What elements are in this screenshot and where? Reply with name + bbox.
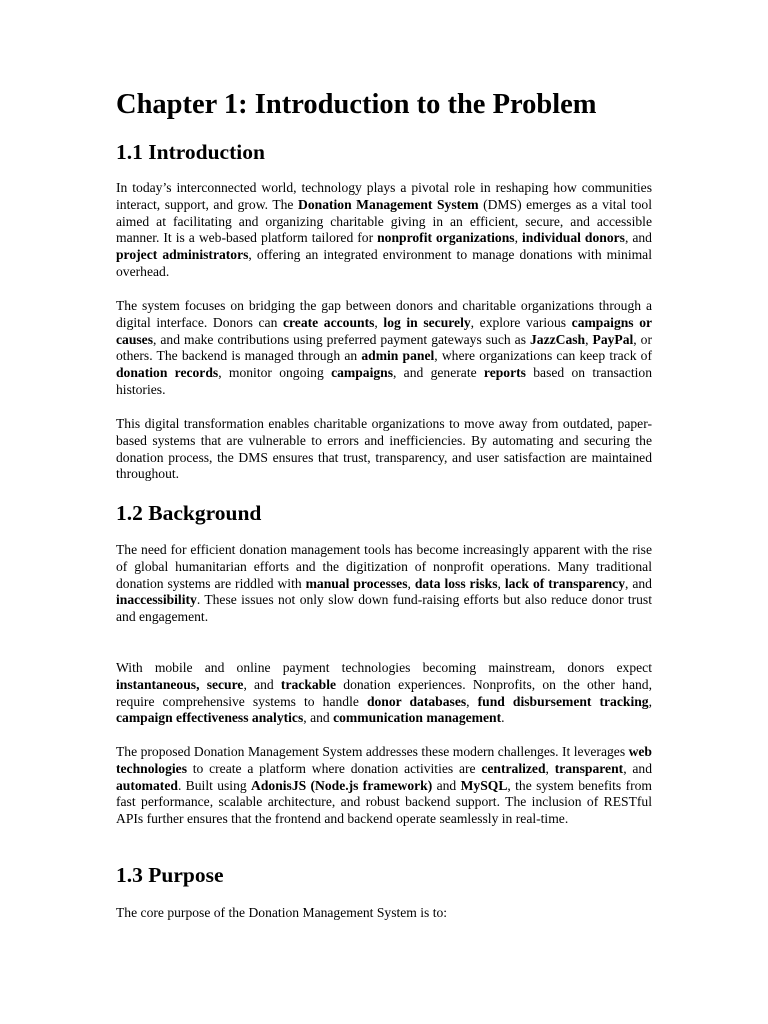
- bold-term: Donation Management System: [298, 196, 479, 212]
- bold-term: JazzCash: [529, 331, 586, 347]
- text-run: ,: [466, 693, 478, 709]
- paragraph: [116, 660, 652, 727]
- bold-term: campaigns or causes: [116, 314, 653, 347]
- text-run: ,: [374, 314, 384, 330]
- paragraph: [116, 905, 652, 922]
- text-run: The proposed Donation Management System addresses these modern challenges. It leverages: [116, 744, 629, 759]
- bold-term: admin panel: [361, 348, 435, 364]
- bold-term: campaigns: [331, 365, 393, 381]
- bold-term: nonprofit organizations: [377, 230, 515, 246]
- text-run: With mobile and online payment technologies becoming mainstream, donors expect: [116, 660, 652, 675]
- bold-term: reports: [483, 365, 526, 381]
- paragraph: [116, 298, 652, 399]
- text-run: and: [432, 777, 461, 793]
- text-run: , and: [243, 676, 281, 692]
- bold-term: donation records: [116, 365, 219, 381]
- bold-term: AdonisJS (Node.js framework): [251, 777, 433, 793]
- bold-term: individual donors: [521, 230, 625, 246]
- bold-term: trackable: [280, 676, 337, 692]
- section-heading-background: 1.2 Background: [116, 501, 262, 525]
- text-run: In today’s interconnected world, technology plays a pivotal role in reshaping how communities interact, support, and grow. The: [116, 180, 652, 212]
- text-run: .: [501, 710, 505, 726]
- text-run: , and: [623, 760, 652, 776]
- bold-term: lack of transparency: [504, 575, 625, 591]
- bold-term: PayPal: [592, 331, 634, 347]
- section-heading-purpose: 1.3 Purpose: [116, 863, 224, 887]
- text-run: This digital transformation enables charitable organizations to move away from outdated, paper-based systems that are vulnerable to errors and inefficiencies. By automating and securing the donation process, the DMS ensures that trust, transparency, and user satisfaction are maintained throughout.: [116, 416, 652, 482]
- bold-term: MySQL: [460, 777, 508, 793]
- text-run: ,: [514, 230, 522, 246]
- paragraph: [116, 542, 652, 626]
- paragraph: [116, 744, 652, 828]
- text-run: . These issues not only slow down fund-raising efforts but also reduce donor trust and engagement.: [116, 592, 652, 625]
- text-run: to create a platform where donation activities are: [186, 760, 482, 776]
- bold-term: campaign effectiveness analytics: [116, 710, 304, 726]
- text-run: . Built using: [177, 777, 252, 793]
- text-run: , and generate: [393, 365, 484, 381]
- text-run: , and make contributions using preferred payment gateways such as: [153, 331, 530, 347]
- bold-term: inaccessibility: [116, 592, 197, 608]
- text-run: , offering an integrated environment to manage donations with minimal overhead.: [116, 247, 652, 279]
- text-run: , and: [303, 710, 334, 726]
- bold-term: transparent: [554, 760, 624, 776]
- bold-term: instantaneous, secure: [116, 676, 244, 692]
- bold-term: fund disbursement tracking: [477, 693, 649, 709]
- bold-term: data loss risks: [414, 575, 498, 591]
- text-run: ,: [648, 693, 652, 709]
- text-run: The system focuses on bridging the gap between donors and charitable organizations through a digital interface. Donors can: [116, 298, 652, 330]
- text-run: donation experiences. Nonprofits, on the other hand, require comprehensive systems to handle: [116, 676, 652, 709]
- text-run: ,: [545, 760, 555, 776]
- text-run: , explore various: [470, 314, 572, 330]
- text-run: , and: [625, 575, 652, 591]
- bold-term: automated: [116, 777, 178, 793]
- bold-term: log in securely: [383, 314, 471, 330]
- text-run: The core purpose of the Donation Management System is to:: [116, 905, 448, 920]
- text-run: , where organizations can keep track of: [434, 348, 652, 364]
- bold-term: communication management: [333, 710, 502, 726]
- bold-term: donor databases: [366, 693, 467, 709]
- bold-term: create accounts: [282, 314, 375, 330]
- paragraph: [116, 416, 652, 483]
- text-run: The need for efficient donation management tools has become increasingly apparent with the rise of global humanitarian efforts and the digitization of nonprofit operations. Many traditional donation systems are riddled with: [116, 542, 652, 591]
- text-run: ,: [407, 575, 415, 591]
- text-run: based on transaction histories.: [116, 365, 652, 397]
- text-run: (DMS) emerges as a vital tool aimed at facilitating and organizing charitable giving in an efficient, secure, and accessible manner. It is a web-based platform tailored for: [116, 196, 652, 246]
- bold-term: centralized: [481, 760, 546, 776]
- paragraph: [116, 180, 652, 281]
- section-heading-introduction: 1.1 Introduction: [116, 140, 265, 164]
- text-run: , the system benefits from fast performance, scalable architecture, and robust backend support. The inclusion of RESTful APIs further ensures that the frontend and backend operate seamlessly in real-time.: [116, 777, 652, 827]
- text-run: , or others. The backend is managed through an: [116, 331, 653, 364]
- bold-term: web technologies: [116, 744, 652, 776]
- text-run: , monitor ongoing: [218, 365, 332, 381]
- bold-term: project administrators: [116, 247, 249, 263]
- text-run: , and: [624, 230, 652, 246]
- text-run: ,: [497, 575, 505, 591]
- chapter-title: Chapter 1: Introduction to the Problem: [116, 89, 597, 120]
- bold-term: manual processes: [305, 575, 408, 591]
- text-run: ,: [585, 331, 593, 347]
